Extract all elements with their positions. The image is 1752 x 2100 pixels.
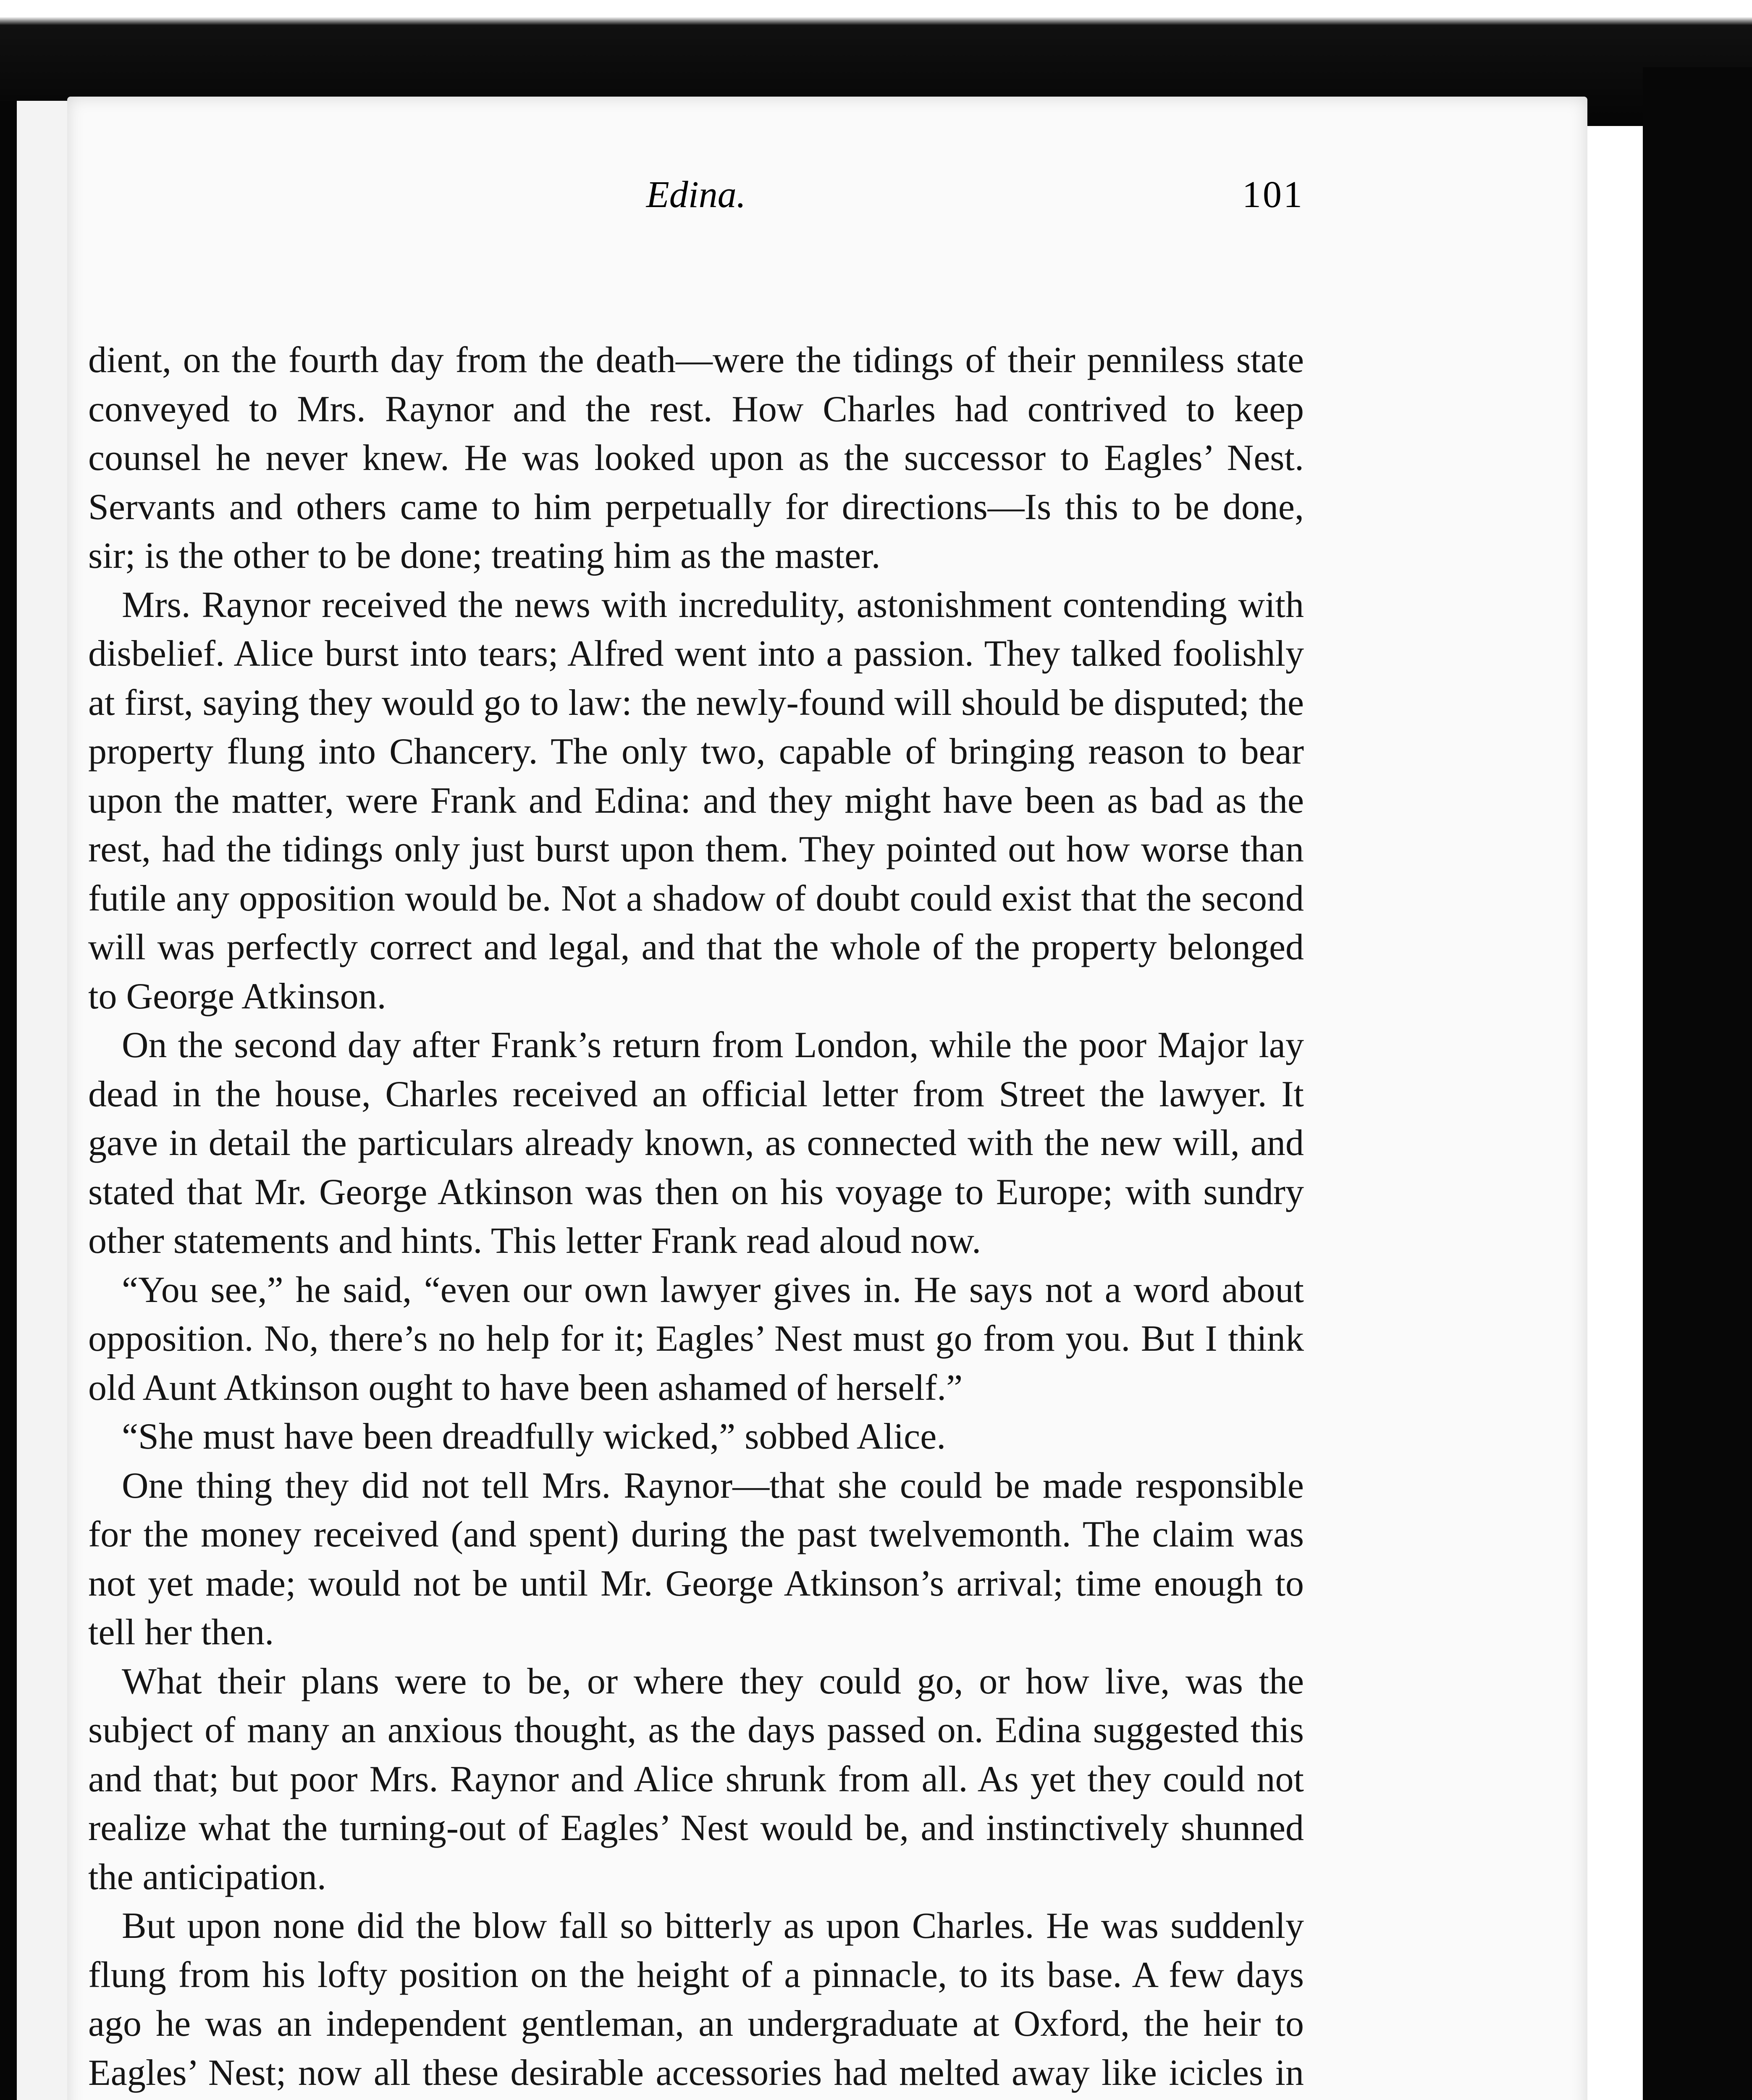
paragraph: dient, on the fourth day from the death—were the tidings of their penniless state conveyed to Mrs. Raynor and the rest. How Charles had contrived to keep counsel he never knew. He was looked upon as the successor to Eagles’ Nest. Servants and others came to him perpetually for directions—Is this to be done, sir; is the other to be done; treating him as the master. [88,340,1304,576]
paragraph: “You see,” he said, “even our own lawyer gives in. He says not a word about opposition. No, there’s no help for it; Eagles’ Nest must go from you. But I think old Aunt Atkinson ought to have been ashamed of herself.” [88,1269,1304,1408]
page-number: 101 [1242,174,1304,215]
paragraph: Mrs. Raynor received the news with incredulity, astonishment contending with disbelief. Alice burst into tears; Alfred went into a passion. They talked foolishly at first, saying they would go to law: the newly-found will should be disputed; the property flung into Chancery. The only two, capable of bringing reason to bear upon the matter, were Frank and Edina: and they might have been as bad as the rest, had the tidings only just burst upon them. They pointed out how worse than futile any opposition would be. Not a shadow of doubt could exist that the second will was perfectly correct and legal, and that the whole of the property belonged to George Atkinson. [88,584,1304,1017]
paragraph: One thing they did not tell Mrs. Raynor—that she could be made responsible for the money received (and spent) during the past twelvemonth. The claim was not yet made; would not be until Mr. George Atkinson’s arrival; time enough to tell her then. [88,1465,1304,1653]
paragraph: But upon none did the blow fall so bitterly as upon Charles. He was suddenly flung from his lofty position on the height of a pinnacle, to its base. A few days ago he was an independent gentleman, an undergraduate at Oxford, the heir to Eagles’ Nest; now all these desirable accessories had melted away like icicles in [88,1906,1304,2093]
running-title: Edina. [646,174,746,215]
running-head [88,168,1304,224]
body-text [88,336,1304,2100]
scan-left-border [0,101,17,2100]
paragraph: On the second day after Frank’s return from London, while the poor Major lay dead in the house, Charles received an official letter from Street the lawyer. It gave in detail the particulars already known, as connected with the new will, and stated that Mr. George Atkinson was then on his voyage to Europe; with sundry other statements and hints. This letter Frank read aloud now. [88,1025,1304,1261]
scan-right-border [1643,67,1752,2100]
paragraph: “She must have been dreadfully wicked,” sobbed Alice. [122,1416,946,1457]
paragraph: What their plans were to be, or where they could go, or how live, was the subject of many an anxious thought, as the days passed on. Edina suggested this and that; but poor Mrs. Raynor and Alice shrunk from all. As yet they could not realize what the turning-out of Eagles’ Nest would be, and instinctively shunned the anticipation. [88,1661,1304,1898]
